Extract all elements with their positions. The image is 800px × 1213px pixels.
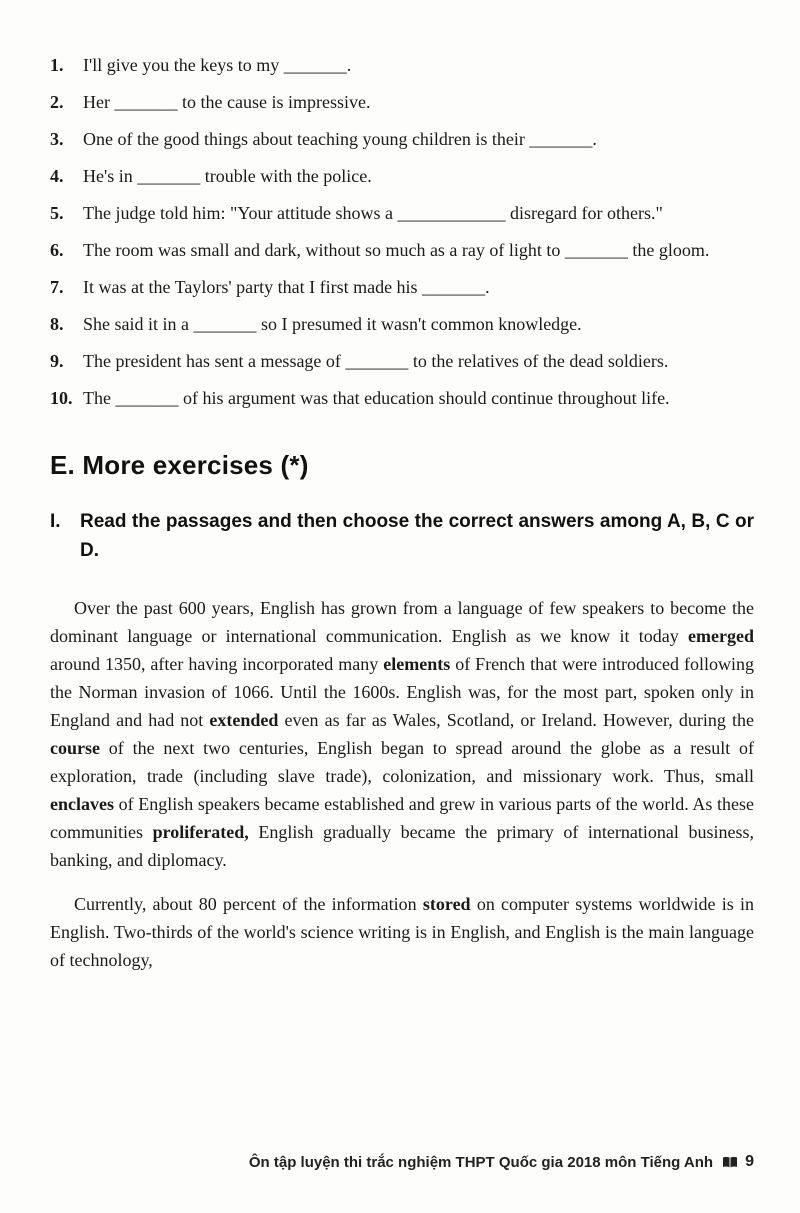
- item-number: 10.: [50, 388, 73, 408]
- list-item: [50, 163, 754, 190]
- item-text: It was at the Taylors' party that I first made his _______.: [83, 277, 490, 297]
- footer-text: Ôn tập luyện thi trắc nghiệm THPT Quốc gia 2018 môn Tiếng Anh: [248, 1153, 714, 1171]
- item-number: 7.: [50, 277, 64, 297]
- passage-paragraph: Currently, about 80 percent of the information stored on computer systems worldwide is in English. Two-thirds of the world's science writing is in English, and English is the main language of technology,: [50, 893, 754, 970]
- item-text: The room was small and dark, without so much as a ray of light to _______ the gloom.: [83, 240, 710, 260]
- item-text: He's in _______ trouble with the police.: [83, 166, 372, 186]
- item-text: Her _______ to the cause is impressive.: [83, 92, 371, 112]
- item-number: 5.: [50, 203, 64, 223]
- item-number: 3.: [50, 129, 64, 149]
- item-text: The judge told him: "Your attitude shows a ____________ disregard for others.": [83, 203, 663, 223]
- instruction-number: I.: [50, 511, 61, 532]
- item-number: 2.: [50, 92, 64, 112]
- item-text: I'll give you the keys to my _______.: [83, 55, 352, 75]
- book-icon: [722, 1156, 738, 1169]
- item-number: 6.: [50, 240, 64, 260]
- page-number: 9: [745, 1153, 754, 1170]
- exercise-list: [50, 52, 754, 412]
- passage-paragraph: Over the past 600 years, English has grown from a language of few speakers to become the dominant language or international communication. English as we know it today emerged around 1350, after having incorporated many elements of French that were introduced following the Norman invasion of 1066. Until the 1600s. English was, for the most part, spoken only in England and had not extended even as far as Wales, Scotland, or Ireland. However, during the course of the next two centuries, English began to spread around the globe as a result of exploration, trade (including slave trade), colonization, and missionary work. Thus, small enclaves of English speakers became established and grew in various parts of the world. As these communities proliferated, English gradually became the primary of international business, banking, and diplomacy.: [50, 597, 754, 870]
- page-footer: [50, 1153, 754, 1171]
- item-text: She said it in a _______ so I presumed it wasn't common knowledge.: [83, 314, 582, 334]
- reading-passage: [50, 594, 754, 974]
- list-item: [50, 89, 754, 116]
- list-item: [50, 348, 754, 375]
- instruction: [50, 507, 754, 566]
- list-item: [50, 52, 754, 79]
- item-number: 8.: [50, 314, 64, 334]
- list-item: [50, 237, 754, 264]
- instruction-text: Read the passages and then choose the correct answers among A, B, C or D.: [80, 511, 754, 562]
- item-number: 9.: [50, 351, 64, 371]
- item-number: 1.: [50, 55, 64, 75]
- list-item: [50, 200, 754, 227]
- item-text: One of the good things about teaching young children is their _______.: [83, 129, 597, 149]
- list-item: [50, 274, 754, 301]
- item-number: 4.: [50, 166, 64, 186]
- list-item: [50, 385, 754, 412]
- section-heading: E. More exercises (*): [50, 450, 309, 480]
- item-text: The _______ of his argument was that education should continue throughout life.: [83, 388, 670, 408]
- list-item: [50, 126, 754, 153]
- list-item: [50, 311, 754, 338]
- item-text: The president has sent a message of _______ to the relatives of the dead soldiers.: [83, 351, 669, 371]
